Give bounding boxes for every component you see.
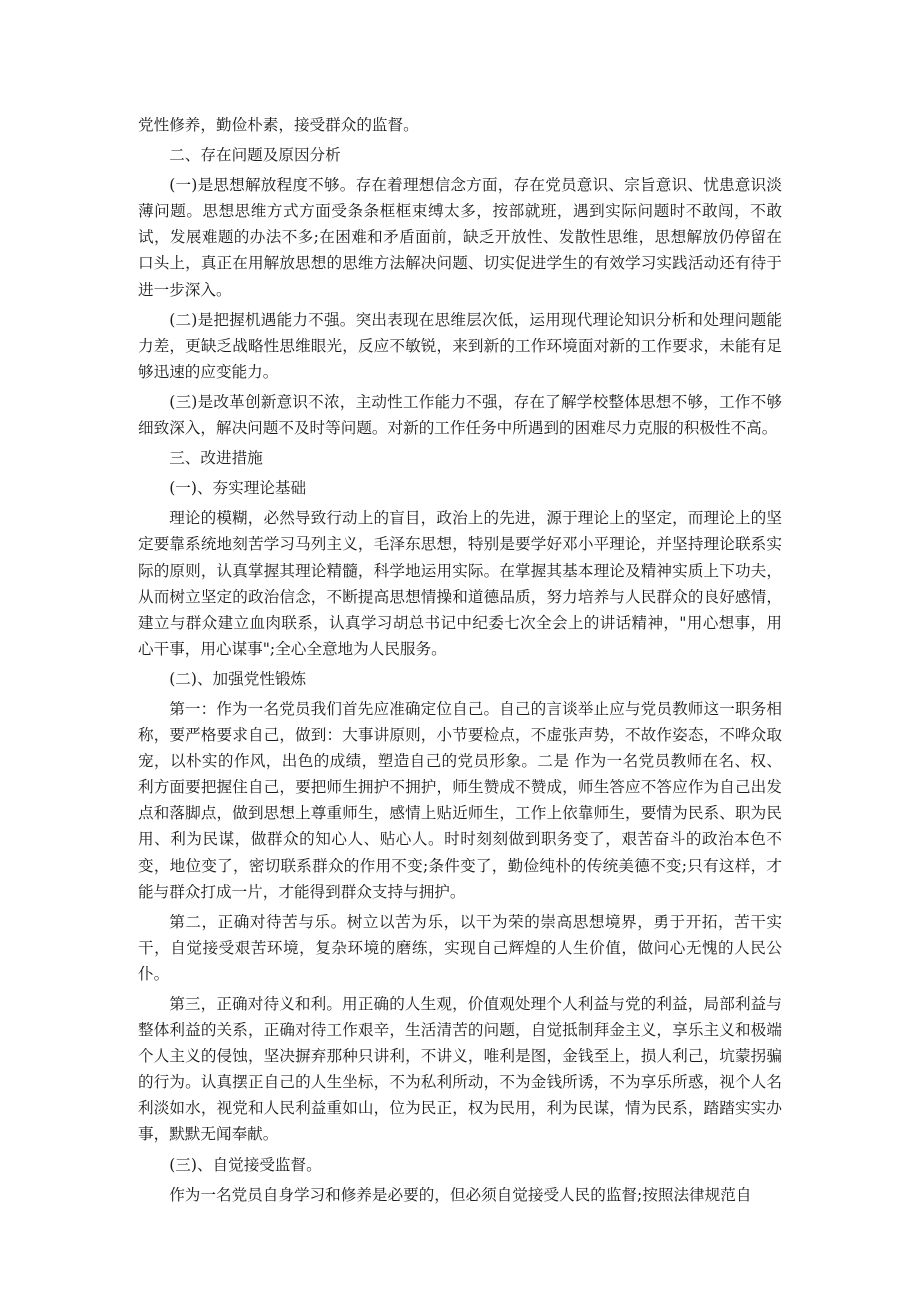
paragraph: (一)是思想解放程度不够。存在着理想信念方面，存在党员意识、宗旨意识、忧患意识淡薄问题。思想思维方式方面受条条框框束缚太多，按部就班，遇到实际问题时不敢闯，不敢试，发展难题的办法不多;在困难和矛盾面前，缺乏开放性、发散性思维，思想解放仍停留在口头上，真正在用解放思想的思维方法解决问题、切实促进学生的有效学习实践活动还有待于进一步深入。: [138, 176, 782, 299]
paragraph: 第一：作为一名党员我们首先应准确定位自己。自己的言谈举止应与党员教师这一职务相称，要严格要求自己，做到：大事讲原则，小节要检点，不虚张声势，不故作姿态，不哗众取宠，以朴实的作风，出色的成绩，塑造自己的党员形象。二是 作为一名党员教师在名、权、利方面要把握住自己，要把师生拥护不拥护，师生赞成不赞成，师生答应不答应作为自己出发点和落脚点，做到思想上尊重师生，感情上贴近师生，工作上依靠师生，要情为民系、职为民用、利为民谋，做群众的知心人、贴心人。时时刻刻做到职务变了，艰苦奋斗的政治本色不变，地位变了，密切联系群众的作用不变;条件变了，勤俭纯朴的传统美德不变;只有这样，才能与群众打成一片，才能得到群众支持与拥护。: [138, 699, 782, 901]
subsection-heading: (一)、夯实理论基础: [169, 479, 307, 498]
paragraph: (二)是把握机遇能力不强。突出表现在思维层次低，运用现代理论知识分析和处理问题能力差，更缺乏战略性思维眼光，反应不敏锐，来到新的工作环境面对新的工作要求，未能有足够迅速的应变能力。: [138, 310, 782, 381]
paragraph: 理论的模糊，必然导致行动上的盲目，政治上的先进，源于理论上的坚定，而理论上的坚定要靠系统地刻苦学习马列主义，毛泽东思想，特别是要学好邓小平理论，并坚持理论联系实际的原则，认真掌握其理论精髓，科学地运用实际。在掌握其基本理论及精神实质上下功夫，从而树立坚定的政治信念，不断提高思想情操和道德品质，努力培养与人民群众的良好感情，建立与群众建立血肉联系，认真学习胡总书记中纪委七次全会上的讲话精神，"用心想事，用心干事，用心谋事";全心全意地为人民服务。: [138, 509, 782, 658]
section-heading: 三、改进措施: [169, 449, 263, 468]
paragraph: (三)是改革创新意识不浓，主动性工作能力不强，存在了解学校整体思想不够，工作不够细致深入，解决问题不及时等问题。对新的工作任务中所遇到的困难尽力克服的积极性不高。: [138, 392, 782, 438]
paragraph: 第三，正确对待义和利。用正确的人生观，价值观处理个人利益与党的利益，局部利益与整体利益的关系，正确对待工作艰辛，生活清苦的问题，自觉抵制拜金主义，享乐主义和极端个人主义的侵蚀，坚决摒弃那种只讲利，不讲义，唯利是图，金钱至上，损人利己，坑蒙拐骗的行为。认真摆正自己的人生坐标，不为私利所动，不为金钱所诱，不为享乐所惑，视个人名利淡如水，视党和人民利益重如山，位为民正，权为民用，利为民谋，情为民系，踏踏实实办事，默默无闻奉献。: [138, 995, 782, 1144]
document-body: [138, 112, 782, 1212]
subsection-heading: (三)、自觉接受监督。: [169, 1155, 322, 1174]
section-heading: 二、存在问题及原因分析: [169, 146, 341, 165]
paragraph: 作为一名党员自身学习和修养是必要的，但必须自觉接受人民的监督;按照法律规范自: [169, 1185, 752, 1204]
paragraph: 第二，正确对待苦与乐。树立以苦为乐，以干为荣的崇高思想境界，勇于开拓，苦干实干，自觉接受艰苦环境，复杂环境的磨练，实现自己辉煌的人生价值，做问心无愧的人民公仆。: [138, 912, 782, 983]
subsection-heading: (二)、加强党性锻炼: [169, 669, 307, 688]
paragraph: 党性修养，勤俭朴素，接受群众的监督。: [138, 116, 419, 134]
